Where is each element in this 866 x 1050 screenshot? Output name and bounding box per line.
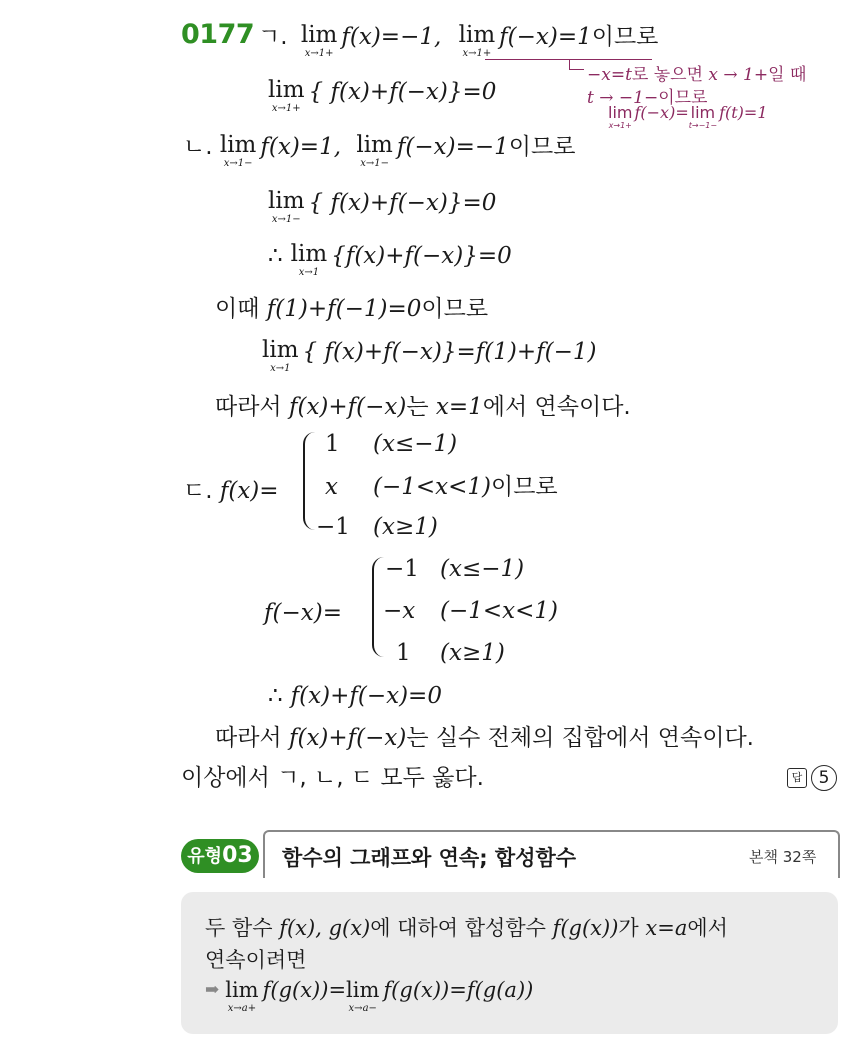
line-therefore-2: ∴ f(x)+f(−x)=0 — [268, 683, 442, 709]
note-line-2: t → −1−이므로 — [587, 88, 708, 108]
math-expr: f(x)= — [219, 478, 279, 504]
math-expr: f(−x)= — [264, 600, 342, 626]
piece1-row-2: x (−1<x<1)이므로 — [325, 474, 558, 500]
math-expr: f(x)=1, — [260, 134, 342, 160]
math-expr: f(1)+f(−1)=0 — [266, 296, 422, 322]
answer-mark — [787, 765, 837, 791]
label-g: ㄱ. — [258, 24, 288, 50]
label-n: ㄴ. — [183, 134, 213, 160]
line-n-1: ㄴ. lim x→1− f(x)=1, lim x→1− f(−x)=−1이므로 — [183, 132, 576, 169]
type-box-line-2: 연속이려면 — [205, 948, 307, 972]
conclusion: 이상에서 ㄱ, ㄴ, ㄷ 모두 옳다. — [181, 765, 484, 791]
math-expr: { f(x)+f(−x)}=0 — [308, 79, 497, 105]
math-expr: f(x)+f(−x)=0 — [290, 683, 442, 709]
math-expr: f(x)=−1, — [341, 24, 442, 50]
type-box-line-3: ➡ lim x→a+ f(g(x))= lim x→a− f(g(x))=f(g(a)) — [205, 978, 534, 1014]
piece2-lhs — [264, 598, 342, 628]
math-expr: { f(x)+f(−x)}=f(1)+f(−1) — [302, 339, 597, 365]
note-line-1: −x=t로 놓으면 x → 1+일 때 — [587, 65, 807, 85]
suffix-text: 이므로 — [591, 24, 659, 50]
math-expr: { f(x)+f(−x)}=0 — [308, 190, 497, 216]
label-d-line — [183, 476, 279, 506]
line-g-1 — [258, 22, 658, 59]
piece2-row-3: 1 (x≥1) — [396, 640, 505, 666]
note-line-3: lim x→1+ f(−x)= lim t→−1− f(t)=1 — [608, 103, 768, 130]
piece1-row-3: −1 (x≥1) — [316, 514, 438, 540]
answer-icon: 답 — [787, 768, 807, 788]
type-reference: 본책 32쪽 — [749, 848, 817, 866]
math-expr: f(−x)=−1 — [396, 134, 509, 160]
type-badge: 유형03 — [181, 839, 259, 873]
limit-symbol: lim x→1+ — [300, 22, 338, 59]
math-expr: {f(x)+f(−x)}=0 — [331, 243, 512, 269]
answer-number: 5 — [811, 765, 837, 791]
math-expr: f(−x)=1 — [499, 24, 592, 50]
piece1-row-1: 1 (x≤−1) — [325, 431, 458, 457]
label-d: ㄷ. — [183, 478, 213, 504]
line-therefore-1: ∴ lim x→1 {f(x)+f(−x)}=0 — [268, 241, 512, 278]
brace-1 — [303, 432, 315, 530]
problem-number: 0177 — [181, 19, 255, 50]
type-box-line-1: 두 함수 f(x), g(x)에 대하여 합성함수 f(g(x))가 x=a에서 — [205, 916, 728, 940]
piece2-row-1: −1 (x≤−1) — [385, 556, 525, 582]
line-7: lim x→1 { f(x)+f(−x)}=f(1)+f(−1) — [262, 337, 597, 374]
piece2-row-2: −x (−1<x<1) — [383, 598, 558, 624]
line-8: 따라서 f(x)+f(−x)는 x=1에서 연속이다. — [215, 394, 631, 420]
annotation-connector — [569, 59, 584, 70]
line-g-2: lim x→1+ { f(x)+f(−x)}=0 — [268, 77, 497, 114]
line-10: 따라서 f(x)+f(−x)는 실수 전체의 집합에서 연속이다. — [215, 725, 754, 751]
type-title: 함수의 그래프와 연속; 합성함수 — [282, 846, 577, 870]
arrow-icon: ➡ — [205, 980, 220, 1000]
limit-symbol: lim x→1+ — [458, 22, 496, 59]
suffix-text: 이므로 — [508, 134, 576, 160]
line-6: 이때 f(1)+f(−1)=0이므로 — [215, 296, 489, 322]
line-n-2: lim x→1− { f(x)+f(−x)}=0 — [268, 188, 497, 225]
